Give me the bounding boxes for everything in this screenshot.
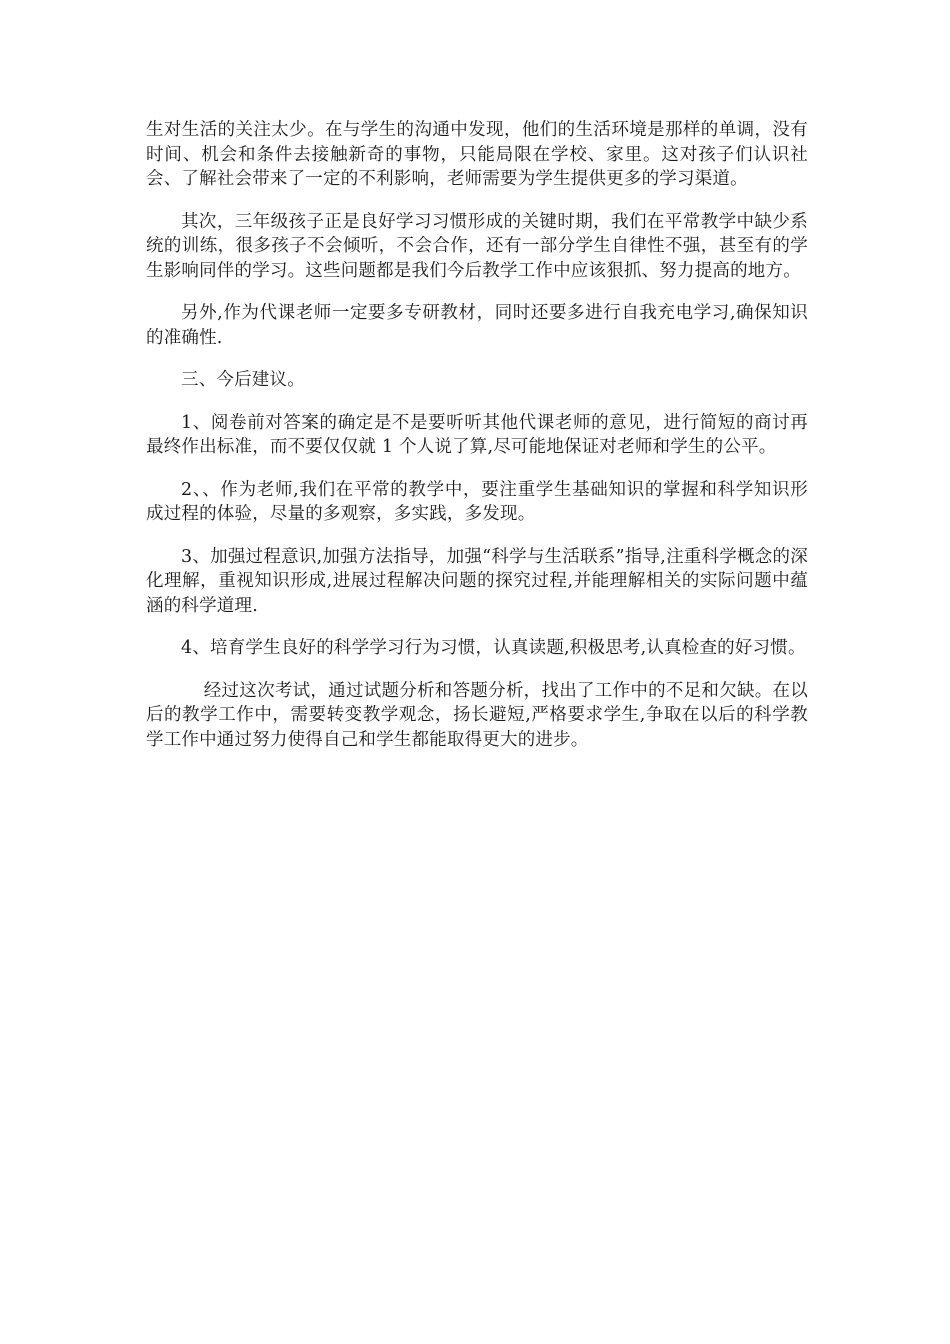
section-heading-suggestions: 三、今后建议。 bbox=[181, 370, 305, 390]
document-body bbox=[146, 118, 808, 770]
suggestion-item-2: 2、、作为老师,我们在平常的教学中，要注重学生基础知识的掌握和科学知识形成过程的体验，尽量的多观察，多实践，多发现。 bbox=[146, 479, 808, 524]
suggestion-item-3: 3、加强过程意识,加强方法指导，加强“科学与生活联系”指导,注重科学概念的深化理解，重视知识形成,进展过程解决问题的探究过程,并能理解相关的实际问题中蕴涵的科学道理. bbox=[146, 546, 808, 616]
suggestion-item-4: 4、培育学生良好的科学学习行为习惯，认真读题,积极思考,认真检查的好习惯。 bbox=[181, 638, 806, 658]
paragraph-intro-continuation: 生对生活的关注太少。在与学生的沟通中发现，他们的生活环境是那样的单调，没有时间、机会和条件去接触新奇的事物，只能局限在学校、家里。这对孩子们认识社会、了解社会带来了一定的不利影响，老师需要为学生提供更多的学习渠道。 bbox=[146, 120, 808, 189]
paragraph-second-point: 其次，三年级孩子正是良好学习习惯形成的关键时期，我们在平常教学中缺少系统的训练，很多孩子不会倾听，不会合作，还有一部分学生自律性不强，甚至有的学生影响同伴的学习。这些问题都是我们今后教学工作中应该狠抓、努力提高的地方。 bbox=[146, 211, 808, 281]
suggestion-item-1: 1、阅卷前对答案的确定是不是要听听其他代课老师的意见，进行简短的商讨再最终作出标准，而不要仅仅就 1 个人说了算,尽可能地保证对老师和学生的公平。 bbox=[146, 412, 808, 457]
paragraph-additionally: 另外,作为代课老师一定要多专研教材，同时还要多进行自我充电学习,确保知识的准确性. bbox=[146, 303, 808, 348]
paragraph-conclusion: 经过这次考试，通过试题分析和答题分析，找出了工作中的不足和欠缺。在以后的教学工作中，需要转变教学观念，扬长避短,严格要求学生,争取在以后的科学教学工作中通过努力使得自己和学生都能取得更大的进步。 bbox=[146, 680, 808, 750]
